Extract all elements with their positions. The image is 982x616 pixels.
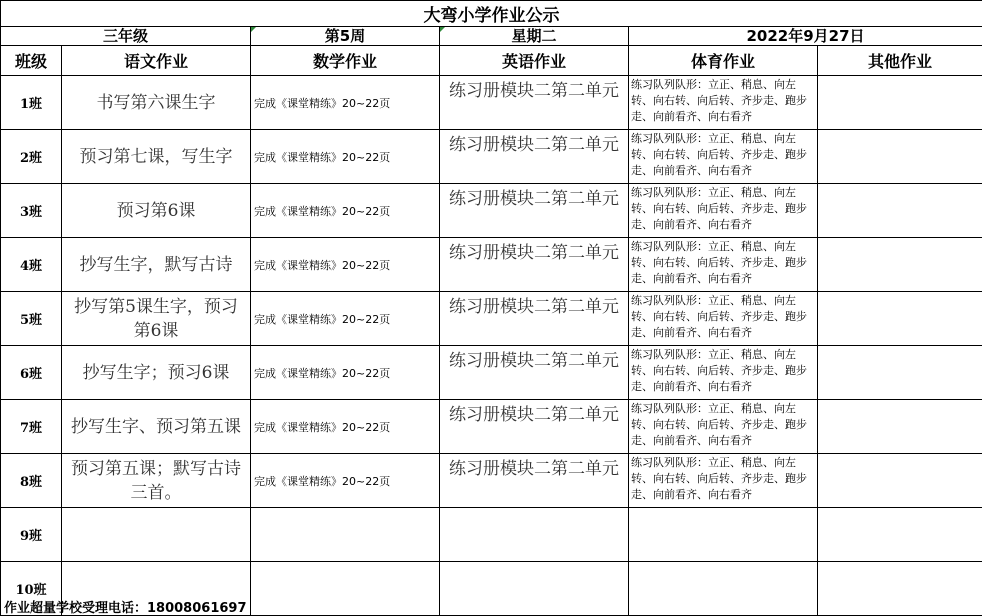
english-homework-cell[interactable]: 练习册模块二第二单元 [440, 400, 629, 454]
class-rows [1, 76, 982, 616]
header-class[interactable]: 班级 [1, 46, 62, 76]
date-cell[interactable]: 2022年9月27日 [629, 27, 982, 46]
math-homework-cell[interactable]: 完成《课堂精练》20~22页 [251, 76, 440, 130]
chinese-homework-cell[interactable]: 预习第6课 [62, 184, 251, 238]
math-homework-cell[interactable]: 完成《课堂精练》20~22页 [251, 400, 440, 454]
pe-homework-cell[interactable] [629, 562, 818, 616]
chinese-homework-cell[interactable] [62, 508, 251, 562]
header-row [1, 46, 982, 76]
sheet-title[interactable]: 大弯小学作业公示 [1, 1, 982, 27]
pe-homework-text [631, 509, 815, 557]
complaint-hotline: 作业超量学校受理电话：18008061697 [4, 597, 247, 616]
class-cell[interactable]: 7班 [1, 400, 62, 454]
comment-marker-icon [440, 27, 445, 32]
english-homework-cell[interactable]: 练习册模块二第二单元 [440, 454, 629, 508]
pe-homework-cell[interactable] [629, 184, 818, 238]
class-cell[interactable]: 8班 [1, 454, 62, 508]
table-row [1, 238, 982, 292]
other-homework-cell[interactable] [818, 400, 982, 454]
math-homework-cell[interactable]: 完成《课堂精练》20~22页 [251, 238, 440, 292]
math-homework-cell[interactable] [251, 508, 440, 562]
class-cell[interactable]: 5班 [1, 292, 62, 346]
chinese-homework-cell[interactable]: 抄写生字；预习6课 [62, 346, 251, 400]
class-cell[interactable]: 1班 [1, 76, 62, 130]
english-homework-cell[interactable]: 练习册模块二第二单元 [440, 292, 629, 346]
class-cell[interactable]: 6班 [1, 346, 62, 400]
math-homework-cell[interactable]: 完成《课堂精练》20~22页 [251, 184, 440, 238]
header-other[interactable]: 其他作业 [818, 46, 982, 76]
table-row [1, 346, 982, 400]
pe-homework-text: 练习队列队形：立正、稍息、向左转、向右转、向后转、齐步走、跑步走、向前看齐、向右看齐 [631, 185, 815, 233]
pe-homework-cell[interactable] [629, 346, 818, 400]
pe-homework-text: 练习队列队形：立正、稍息、向左转、向右转、向后转、齐步走、跑步走、向前看齐、向右看齐 [631, 77, 815, 125]
other-homework-cell[interactable] [818, 454, 982, 508]
table-row [1, 76, 982, 130]
pe-homework-cell[interactable] [629, 508, 818, 562]
pe-homework-text: 练习队列队形：立正、稍息、向左转、向右转、向后转、齐步走、跑步走、向前看齐、向右看齐 [631, 455, 815, 503]
math-homework-cell[interactable]: 完成《课堂精练》20~22页 [251, 454, 440, 508]
comment-marker-icon [251, 27, 256, 32]
pe-homework-cell[interactable] [629, 454, 818, 508]
math-homework-cell[interactable] [251, 562, 440, 616]
table-row [1, 400, 982, 454]
chinese-homework-cell[interactable]: 预习第七课，写生字 [62, 130, 251, 184]
pe-homework-cell[interactable] [629, 400, 818, 454]
table-row [1, 130, 982, 184]
table-row [1, 292, 982, 346]
pe-homework-text [631, 563, 815, 611]
english-homework-cell[interactable]: 练习册模块二第二单元 [440, 184, 629, 238]
header-math[interactable]: 数学作业 [251, 46, 440, 76]
pe-homework-cell[interactable] [629, 130, 818, 184]
other-homework-cell[interactable] [818, 184, 982, 238]
english-homework-cell[interactable] [440, 562, 629, 616]
class-cell[interactable]: 4班 [1, 238, 62, 292]
class-cell[interactable]: 10班 [1, 562, 62, 616]
grade-cell[interactable]: 三年级 [1, 27, 251, 46]
class-cell[interactable]: 2班 [1, 130, 62, 184]
math-homework-cell[interactable]: 完成《课堂精练》20~22页 [251, 292, 440, 346]
other-homework-cell[interactable] [818, 130, 982, 184]
chinese-homework-cell[interactable]: 书写第六课生字 [62, 76, 251, 130]
english-homework-cell[interactable]: 练习册模块二第二单元 [440, 130, 629, 184]
table-row [1, 508, 982, 562]
class-cell[interactable]: 9班 [1, 508, 62, 562]
pe-homework-cell[interactable] [629, 238, 818, 292]
other-homework-cell[interactable] [818, 346, 982, 400]
week-label: 第5周 [325, 27, 365, 45]
title-row [1, 1, 982, 27]
info-row [1, 27, 982, 46]
chinese-homework-cell[interactable]: 抄写生字、预习第五课 [62, 400, 251, 454]
weekday-label: 星期二 [511, 27, 556, 45]
pe-homework-text: 练习队列队形：立正、稍息、向左转、向右转、向后转、齐步走、跑步走、向前看齐、向右看齐 [631, 131, 815, 179]
header-pe[interactable]: 体育作业 [629, 46, 818, 76]
weekday-cell[interactable] [440, 27, 629, 46]
other-homework-cell[interactable] [818, 76, 982, 130]
pe-homework-text: 练习队列队形：立正、稍息、向左转、向右转、向后转、齐步走、跑步走、向前看齐、向右看齐 [631, 239, 815, 287]
class-cell[interactable]: 3班 [1, 184, 62, 238]
other-homework-cell[interactable] [818, 238, 982, 292]
pe-homework-text: 练习队列队形：立正、稍息、向左转、向右转、向后转、齐步走、跑步走、向前看齐、向右看齐 [631, 293, 815, 341]
header-english[interactable]: 英语作业 [440, 46, 629, 76]
table-row [1, 184, 982, 238]
pe-homework-text: 练习队列队形：立正、稍息、向左转、向右转、向后转、齐步走、跑步走、向前看齐、向右看齐 [631, 347, 815, 395]
math-homework-cell[interactable]: 完成《课堂精练》20~22页 [251, 346, 440, 400]
other-homework-cell[interactable] [818, 508, 982, 562]
pe-homework-cell[interactable] [629, 292, 818, 346]
math-homework-cell[interactable]: 完成《课堂精练》20~22页 [251, 130, 440, 184]
pe-homework-cell[interactable] [629, 76, 818, 130]
other-homework-cell[interactable] [818, 562, 982, 616]
header-chinese[interactable]: 语文作业 [62, 46, 251, 76]
english-homework-cell[interactable]: 练习册模块二第二单元 [440, 238, 629, 292]
other-homework-cell[interactable] [818, 292, 982, 346]
chinese-homework-cell[interactable]: 预习第五课；默写古诗三首。 [62, 454, 251, 508]
english-homework-cell[interactable]: 练习册模块二第二单元 [440, 76, 629, 130]
english-homework-cell[interactable] [440, 508, 629, 562]
week-cell[interactable] [251, 27, 440, 46]
pe-homework-text: 练习队列队形：立正、稍息、向左转、向右转、向后转、齐步走、跑步走、向前看齐、向右看齐 [631, 401, 815, 449]
english-homework-cell[interactable]: 练习册模块二第二单元 [440, 346, 629, 400]
table-row [1, 454, 982, 508]
chinese-homework-cell[interactable]: 抄写第5课生字，预习第6课 [62, 292, 251, 346]
chinese-homework-cell[interactable]: 抄写生字，默写古诗 [62, 238, 251, 292]
